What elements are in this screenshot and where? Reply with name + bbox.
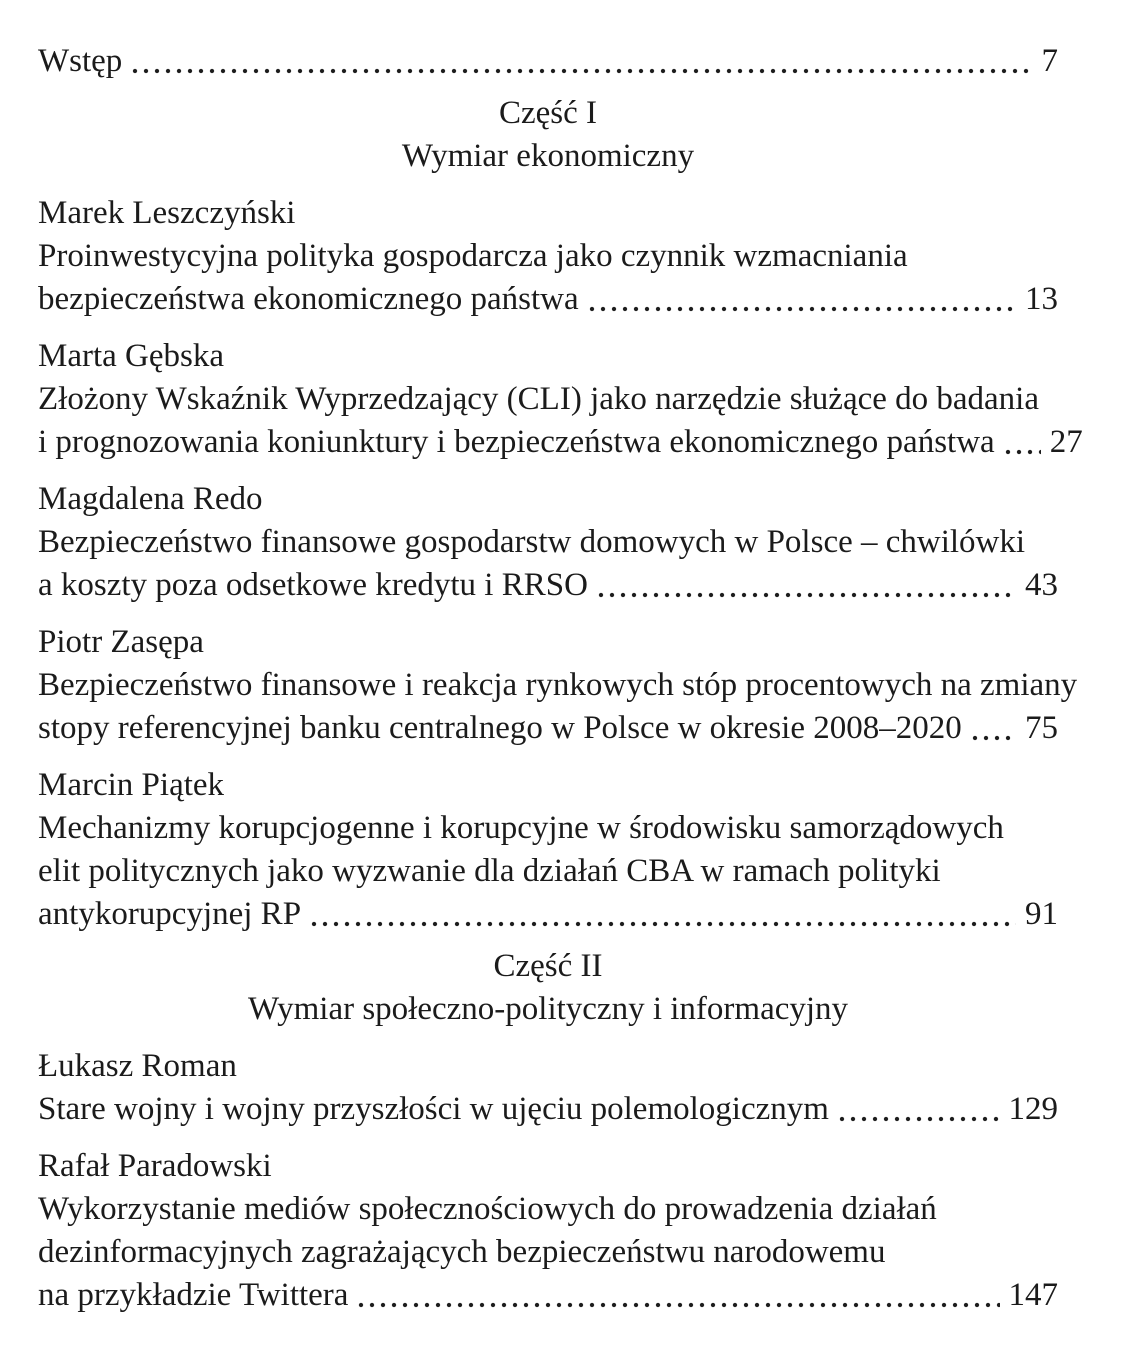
part-entries [38, 1045, 1058, 1317]
front-matter-page-number: 7 [1041, 43, 1058, 79]
entry-author: Rafał Paradowski [38, 1148, 272, 1184]
entry-author: Marcin Piątek [38, 767, 225, 803]
entry-page-number: 147 [1008, 1277, 1058, 1313]
entry-title-text: Proinwestycyjna polityka gospodarcza jako czynnik wzmacniania [38, 238, 908, 274]
toc-entry [38, 1045, 1058, 1131]
entry-title-text: stopy referencyjnej banku centralnego w Polsce w okresie 2008–2020 [38, 710, 962, 746]
entry-title-text: i prognozowania koniunktury i bezpieczeństwa ekonomicznego państwa [38, 424, 995, 460]
dot-leader [972, 734, 1016, 742]
entry-title-line [38, 521, 1058, 564]
toc-entry [38, 621, 1078, 750]
entry-title-line [38, 807, 1058, 850]
entry-title-text: Stare wojny i wojny przyszłości w ujęciu polemologicznym [38, 1091, 829, 1127]
part-title: Wymiar społeczno-polityczny i informacyjny [247, 991, 849, 1027]
entry-title-line [38, 664, 1078, 707]
toc-part [38, 92, 1083, 936]
dot-leader [358, 1301, 999, 1309]
entry-author: Marta Gębska [38, 338, 225, 374]
part-title: Wymiar ekonomiczny [401, 138, 695, 174]
entry-title-text: na przykładzie Twittera [38, 1277, 349, 1313]
entry-title-line [38, 421, 1083, 464]
entry-title-line [38, 1088, 1058, 1131]
entry-title-text: dezinformacyjnych zagrażających bezpieczeństwu narodowemu [38, 1234, 886, 1270]
entry-title-line [38, 235, 1058, 278]
entry-author: Marek Leszczyński [38, 195, 296, 231]
toc-entry [38, 764, 1058, 936]
entry-lines [38, 521, 1058, 607]
entry-page-number: 129 [1008, 1091, 1058, 1127]
front-matter-entry [38, 40, 1058, 83]
dot-leader [132, 67, 1032, 75]
entry-title-text: Bezpieczeństwo finansowe i reakcja rynkowych stóp procentowych na zmiany [38, 667, 1078, 703]
dot-leader [598, 591, 1016, 599]
entry-title-line [38, 707, 1058, 750]
entry-title-line [38, 378, 1058, 421]
entry-title-line [38, 850, 1058, 893]
entry-lines [38, 664, 1078, 750]
entry-title-line [38, 893, 1058, 936]
entry-title-line [38, 564, 1058, 607]
entry-title-line [38, 1188, 1058, 1231]
entry-title-text: Wykorzystanie mediów społecznościowych do prowadzenia działań [38, 1191, 937, 1227]
dot-leader [311, 920, 1016, 928]
entry-page-number: 91 [1025, 896, 1058, 932]
entry-page-number: 13 [1025, 281, 1058, 317]
entry-title-text: Mechanizmy korupcjogenne i korupcyjne w środowisku samorządowych [38, 810, 1004, 846]
part-heading [38, 92, 1058, 178]
dot-leader [589, 305, 1016, 313]
entry-title-text: Bezpieczeństwo finansowe gospodarstw domowych w Polsce – chwilówki [38, 524, 1026, 560]
entry-lines [38, 378, 1083, 464]
toc-entry [38, 1145, 1058, 1317]
entry-title-line [38, 1231, 1058, 1274]
toc-entry [38, 335, 1083, 464]
dot-leader [1005, 448, 1041, 456]
entry-author: Magdalena Redo [38, 481, 263, 517]
entry-title-line [38, 278, 1058, 321]
toc-parts [38, 92, 1083, 1317]
part-entries [38, 192, 1083, 936]
entry-lines [38, 235, 1058, 321]
part-label: Część II [493, 948, 603, 984]
entry-title-text: elit politycznych jako wyzwanie dla działań CBA w ramach polityki [38, 853, 941, 889]
entry-lines [38, 807, 1058, 936]
entry-title-line [38, 1274, 1058, 1317]
toc-entry [38, 192, 1058, 321]
entry-title-text: bezpieczeństwa ekonomicznego państwa [38, 281, 579, 317]
entry-lines [38, 1088, 1058, 1131]
toc-entry [38, 478, 1058, 607]
part-heading [38, 945, 1058, 1031]
dot-leader [839, 1115, 1000, 1123]
toc-part [38, 945, 1058, 1317]
entry-title-text: a koszty poza odsetkowe kredytu i RRSO [38, 567, 588, 603]
entry-lines [38, 1188, 1058, 1317]
entry-title-text: Złożony Wskaźnik Wyprzedzający (CLI) jako narzędzie służące do badania [38, 381, 1039, 417]
front-matter-title: Wstęp [38, 43, 123, 79]
entry-page-number: 75 [1025, 710, 1058, 746]
entry-page-number: 43 [1025, 567, 1058, 603]
entry-author: Piotr Zasępa [38, 624, 204, 660]
entry-title-text: antykorupcyjnej RP [38, 896, 302, 932]
entry-author: Łukasz Roman [38, 1048, 237, 1084]
part-label: Część I [498, 95, 598, 131]
entry-page-number: 27 [1049, 424, 1083, 460]
